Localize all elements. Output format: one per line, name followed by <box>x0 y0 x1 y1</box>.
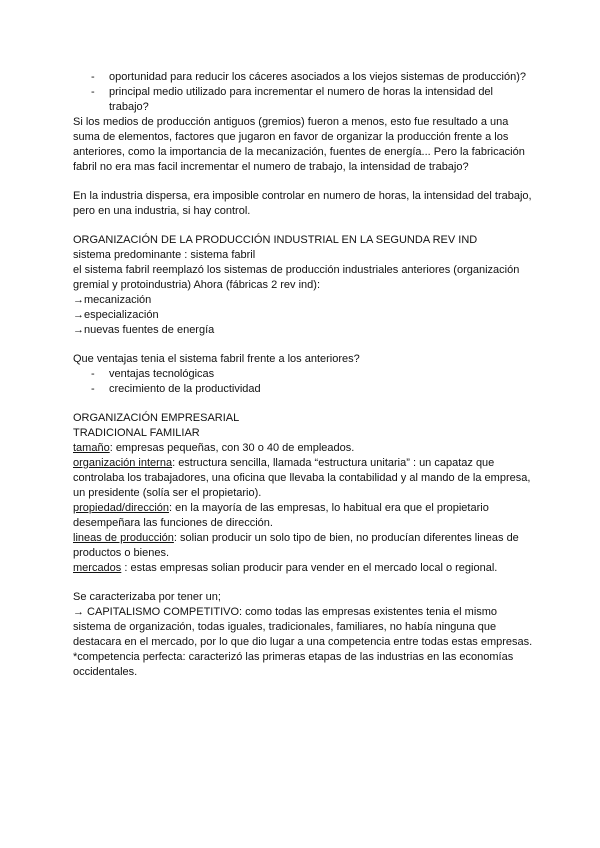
arrow-item-energia: →nuevas fuentes de energía <box>73 324 215 336</box>
definition-text: : solian producir un solo tipo de bien, no producían diferentes lineas de productos o bienes. <box>73 532 519 559</box>
term: tamaño <box>73 442 110 454</box>
definition-mercados <box>73 561 533 576</box>
spacer <box>73 397 533 411</box>
paragraph-capitalismo: → CAPITALISMO COMPETITIVO: como todas las empresas existentes tenia el mismo sistema de organización, todas iguales, tradicionales, familiares, no había ninguna que destacara en el mercado, por lo que dio lugar a una competencia entre todas estas empresas. *competencia perfecta: caracterizó las primeras etapas de las industrias en las economías occidentales. <box>73 606 533 678</box>
text-sistema-predominante: sistema predominante : sistema fabril <box>73 249 256 261</box>
term: organización interna <box>73 457 173 469</box>
bullet-list-ventajas <box>73 367 533 397</box>
term: propiedad/dirección <box>73 502 170 514</box>
paragraph-industria-dispersa: En la industria dispersa, era imposible controlar en numero de horas, la intensidad del trabajo, pero en una industria, si hay control. <box>73 190 532 217</box>
spacer <box>73 576 533 590</box>
arrow-item-mecanizacion: →mecanización <box>73 294 152 306</box>
term: lineas de producción <box>73 532 174 544</box>
document-page <box>73 70 533 680</box>
spacer <box>73 338 533 352</box>
definition-organizacion-interna <box>73 456 533 501</box>
definition-tamano <box>73 441 533 456</box>
definition-propiedad <box>73 501 533 531</box>
bullet-item: - ventajas tecnológicas <box>73 367 533 382</box>
text-se-caracterizaba: Se caracterizaba por tener un; <box>73 591 221 603</box>
subheading-tradicional: TRADICIONAL FAMILIAR <box>73 427 200 439</box>
definition-text: : en la mayoría de las empresas, lo habitual era que el propietario desempeñara las funciones de dirección. <box>73 502 489 529</box>
paragraph-medios-produccion: Si los medios de producción antiguos (gremios) fueron a menos, esto fue resultado a una suma de elementos, factores que jugaron en favor de organizar la producción frente a los anteriores, como la importancia de la mecanización, fuentes de energía... Pero la fabricación fabril no era mas facil incrementar el numero de trabajo, la intensidad de trabajo? <box>73 116 525 173</box>
text-sistema-fabril: el sistema fabril reemplazó los sistemas de producción industriales anteriores (organización gremial y protoindustria) Ahora (fábricas 2 rev ind): <box>73 264 520 291</box>
bullet-item: - principal medio utilizado para incrementar el numero de horas la intensidad del trabajo? <box>73 85 533 115</box>
section-heading-organizacion: ORGANIZACIÓN EMPRESARIAL <box>73 412 240 424</box>
term: mercados <box>73 562 122 574</box>
definition-text: : estructura sencilla, llamada “estructura unitaria” : un capataz que controlaba los trabajadores, una oficina que llevaba la contabilidad y al mando de la empresa, un presidente (solía ser el propietario). <box>73 457 531 499</box>
spacer <box>73 219 533 233</box>
section-heading-produccion: ORGANIZACIÓN DE LA PRODUCCIÓN INDUSTRIAL EN LA SEGUNDA REV IND <box>73 234 478 246</box>
bullet-item: - crecimiento de la productividad <box>73 382 533 397</box>
definition-text: : empresas pequeñas, con 30 o 40 de empleados. <box>109 442 355 454</box>
arrow-item-especializacion: →especialización <box>73 309 159 321</box>
bullet-list-questions <box>73 70 533 115</box>
bullet-item: - oportunidad para reducir los cáceres asociados a los viejos sistemas de producción)? <box>73 70 533 85</box>
definition-lineas <box>73 531 533 561</box>
text-ventajas-question: Que ventajas tenia el sistema fabril frente a los anteriores? <box>73 353 360 365</box>
definition-text: : estas empresas solian producir para vender en el mercado local o regional. <box>121 562 498 574</box>
spacer <box>73 175 533 189</box>
